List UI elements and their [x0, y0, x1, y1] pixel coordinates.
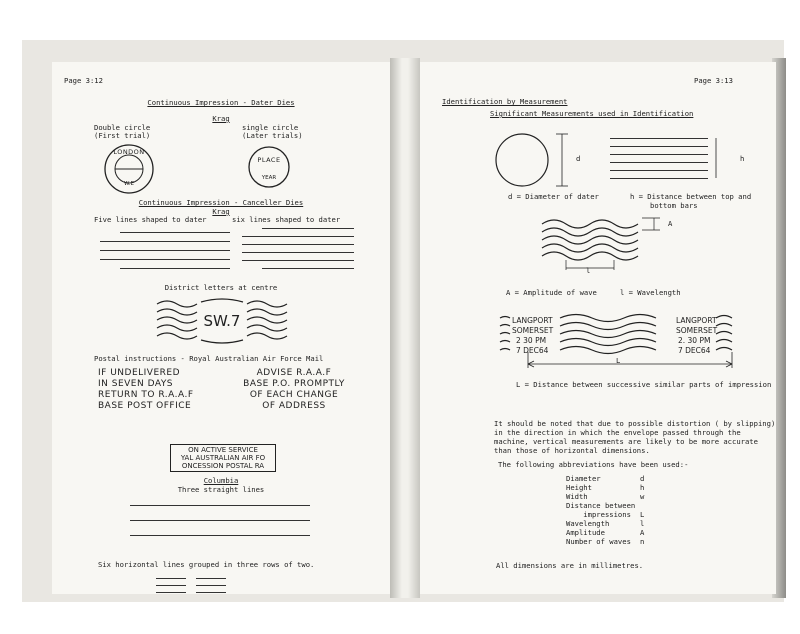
abbrev-symbol: h — [640, 483, 645, 492]
abbrev-symbol: A — [640, 528, 645, 537]
left-page — [52, 62, 390, 594]
note-line: in the direction in which the envelope passed through the — [494, 428, 741, 437]
abbrev-name: Distance between — [566, 501, 636, 510]
note-line: machine, vertical measurements are likely to be more accurate — [494, 437, 758, 446]
columbia-label: Columbia — [203, 476, 239, 485]
abbrev-name: Height — [566, 483, 592, 492]
year-stamp-text: YEAR — [261, 175, 277, 181]
langport-1-line: SOMERSET — [512, 326, 554, 335]
active-service-line: ON ACTIVE SERVICE — [188, 446, 258, 454]
abbrev-symbol: n — [640, 537, 645, 546]
d-caption: d = Diameter of dater — [508, 192, 599, 201]
right-page-number: Page 3:13 — [694, 76, 733, 85]
langport-2-line: 2. 30 PM — [678, 336, 711, 345]
krag-five-line — [100, 259, 230, 260]
krag-six-line — [262, 268, 354, 269]
diameter-diagram — [494, 132, 574, 188]
heading-dater-dies: Continuous Impression - Dater Dies — [147, 98, 295, 107]
raaf-left-line: IN SEVEN DAYS — [98, 379, 174, 389]
heading-significant: Significant Measurements used in Identification — [490, 109, 694, 118]
abbrev-name: Width — [566, 492, 588, 501]
columbia-line — [130, 535, 310, 536]
abbrev-symbol: w — [640, 492, 645, 501]
london-stamp-text: LONDON — [113, 148, 145, 156]
langport-2-line: LANGPORT — [676, 316, 717, 325]
langport-1-line: LANGPORT — [512, 316, 553, 325]
krag-five-line — [100, 250, 230, 251]
raaf-right-line: ADVISE R.A.A.F — [256, 368, 332, 378]
h-bar — [610, 138, 708, 139]
columbia-line — [130, 520, 310, 521]
abbrev-symbol: L — [640, 510, 645, 519]
wave-diagram — [542, 212, 682, 282]
h-bar — [610, 170, 708, 171]
h-dimension — [712, 138, 724, 180]
columbia-line — [130, 505, 310, 506]
three-lines-label: Three straight lines — [177, 485, 265, 494]
first-trial-label: (First trial) — [94, 131, 151, 140]
langport-1-line: 2 30 PM — [516, 336, 547, 345]
langport-2-line: 7 DEC64 — [678, 346, 711, 355]
krag-six-line — [242, 252, 354, 253]
langport-1-line: 7 DEC64 — [516, 346, 549, 355]
h-bar — [610, 162, 708, 163]
sw7-district-letters: SW.7 — [203, 312, 241, 330]
a-caption: A = Amplitude of wave — [506, 288, 597, 297]
short-line — [196, 585, 226, 586]
L-dimension — [500, 352, 750, 372]
abbrev-name: Amplitude — [566, 528, 605, 537]
L-caption: L = Distance between successive similar parts of impression — [516, 380, 772, 389]
krag-label-2: Krag — [212, 207, 230, 216]
abbrev-symbol: l — [640, 519, 645, 528]
we-stamp-text: W.E — [123, 181, 135, 187]
abbrev-intro: The following abbreviations have been used:- — [498, 460, 689, 469]
h-bar — [610, 154, 708, 155]
abbrev-symbol: d — [640, 474, 645, 483]
five-lines-label: Five lines shaped to dater — [94, 215, 207, 224]
raaf-right-line: OF ADDRESS — [262, 401, 326, 411]
book-spread — [22, 40, 784, 602]
right-page — [420, 62, 776, 594]
abbrev-name: Wavelength — [566, 519, 610, 528]
district-letters-label: District letters at centre — [164, 283, 278, 292]
raaf-left-line: BASE POST OFFICE — [98, 401, 192, 411]
krag-six-line — [242, 236, 354, 237]
abbrev-name: impressions — [566, 510, 631, 519]
active-service-stamp — [170, 444, 276, 472]
active-service-line: YAL AUSTRALIAN AIR FO — [180, 454, 266, 462]
abbrev-name: Number of waves — [566, 537, 631, 546]
h-bar — [610, 146, 708, 147]
label-h: h — [740, 154, 745, 163]
short-line — [196, 592, 226, 593]
label-L: L — [616, 356, 621, 365]
double-circle-label: Double circle — [94, 123, 151, 132]
active-service-line: ONCESSION POSTAL RA — [181, 462, 265, 470]
short-line — [156, 585, 186, 586]
book-gutter — [390, 58, 420, 598]
note-line: than those of horizontal dimensions. — [494, 446, 650, 455]
krag-six-line — [262, 228, 354, 229]
short-line — [156, 592, 186, 593]
short-line — [156, 578, 186, 579]
krag-label-1: Krag — [212, 114, 230, 123]
langport-2-line: SOMERSET — [676, 326, 718, 335]
single-circle-label: single circle — [242, 123, 299, 132]
h-bar — [610, 178, 708, 179]
note-line: It should be noted that due to possible distortion ( by slipping) — [494, 419, 776, 428]
place-stamp-text: PLACE — [257, 156, 281, 164]
krag-five-line — [120, 268, 230, 269]
left-page-number: Page 3:12 — [64, 76, 103, 85]
krag-six-line — [242, 244, 354, 245]
abbrev-name: Diameter — [566, 474, 601, 483]
krag-five-line — [100, 241, 230, 242]
raaf-right-line: BASE P.O. PROMPTLY — [243, 379, 345, 389]
raaf-right-line: OF EACH CHANGE — [249, 390, 339, 400]
dimensions-note: All dimensions are in millimetres. — [496, 561, 644, 570]
l-caption: l = Wavelength — [620, 288, 681, 297]
six-horizontal-label: Six horizontal lines grouped in three rows of two. — [98, 560, 315, 569]
short-line — [196, 578, 226, 579]
h-caption-2: bottom bars — [650, 201, 698, 210]
postal-instructions-label: Postal instructions - Royal Australian Air Force Mail — [94, 354, 324, 363]
heading-identification: Identification by Measurement — [442, 97, 568, 106]
krag-five-line — [120, 232, 230, 233]
label-wavelength: l — [586, 266, 591, 275]
heading-canceller-dies: Continuous Impression - Canceller Dies — [138, 198, 304, 207]
raaf-left-line: RETURN TO R.A.A.F — [98, 390, 194, 400]
krag-six-line — [242, 260, 354, 261]
h-caption-1: h = Distance between top and — [630, 192, 752, 201]
label-amplitude: A — [668, 219, 673, 228]
raaf-left-line: IF UNDELIVERED — [98, 368, 181, 378]
later-trials-label: (Later trials) — [242, 131, 303, 140]
label-d: d — [576, 154, 581, 163]
six-lines-label: six lines shaped to dater — [232, 215, 341, 224]
